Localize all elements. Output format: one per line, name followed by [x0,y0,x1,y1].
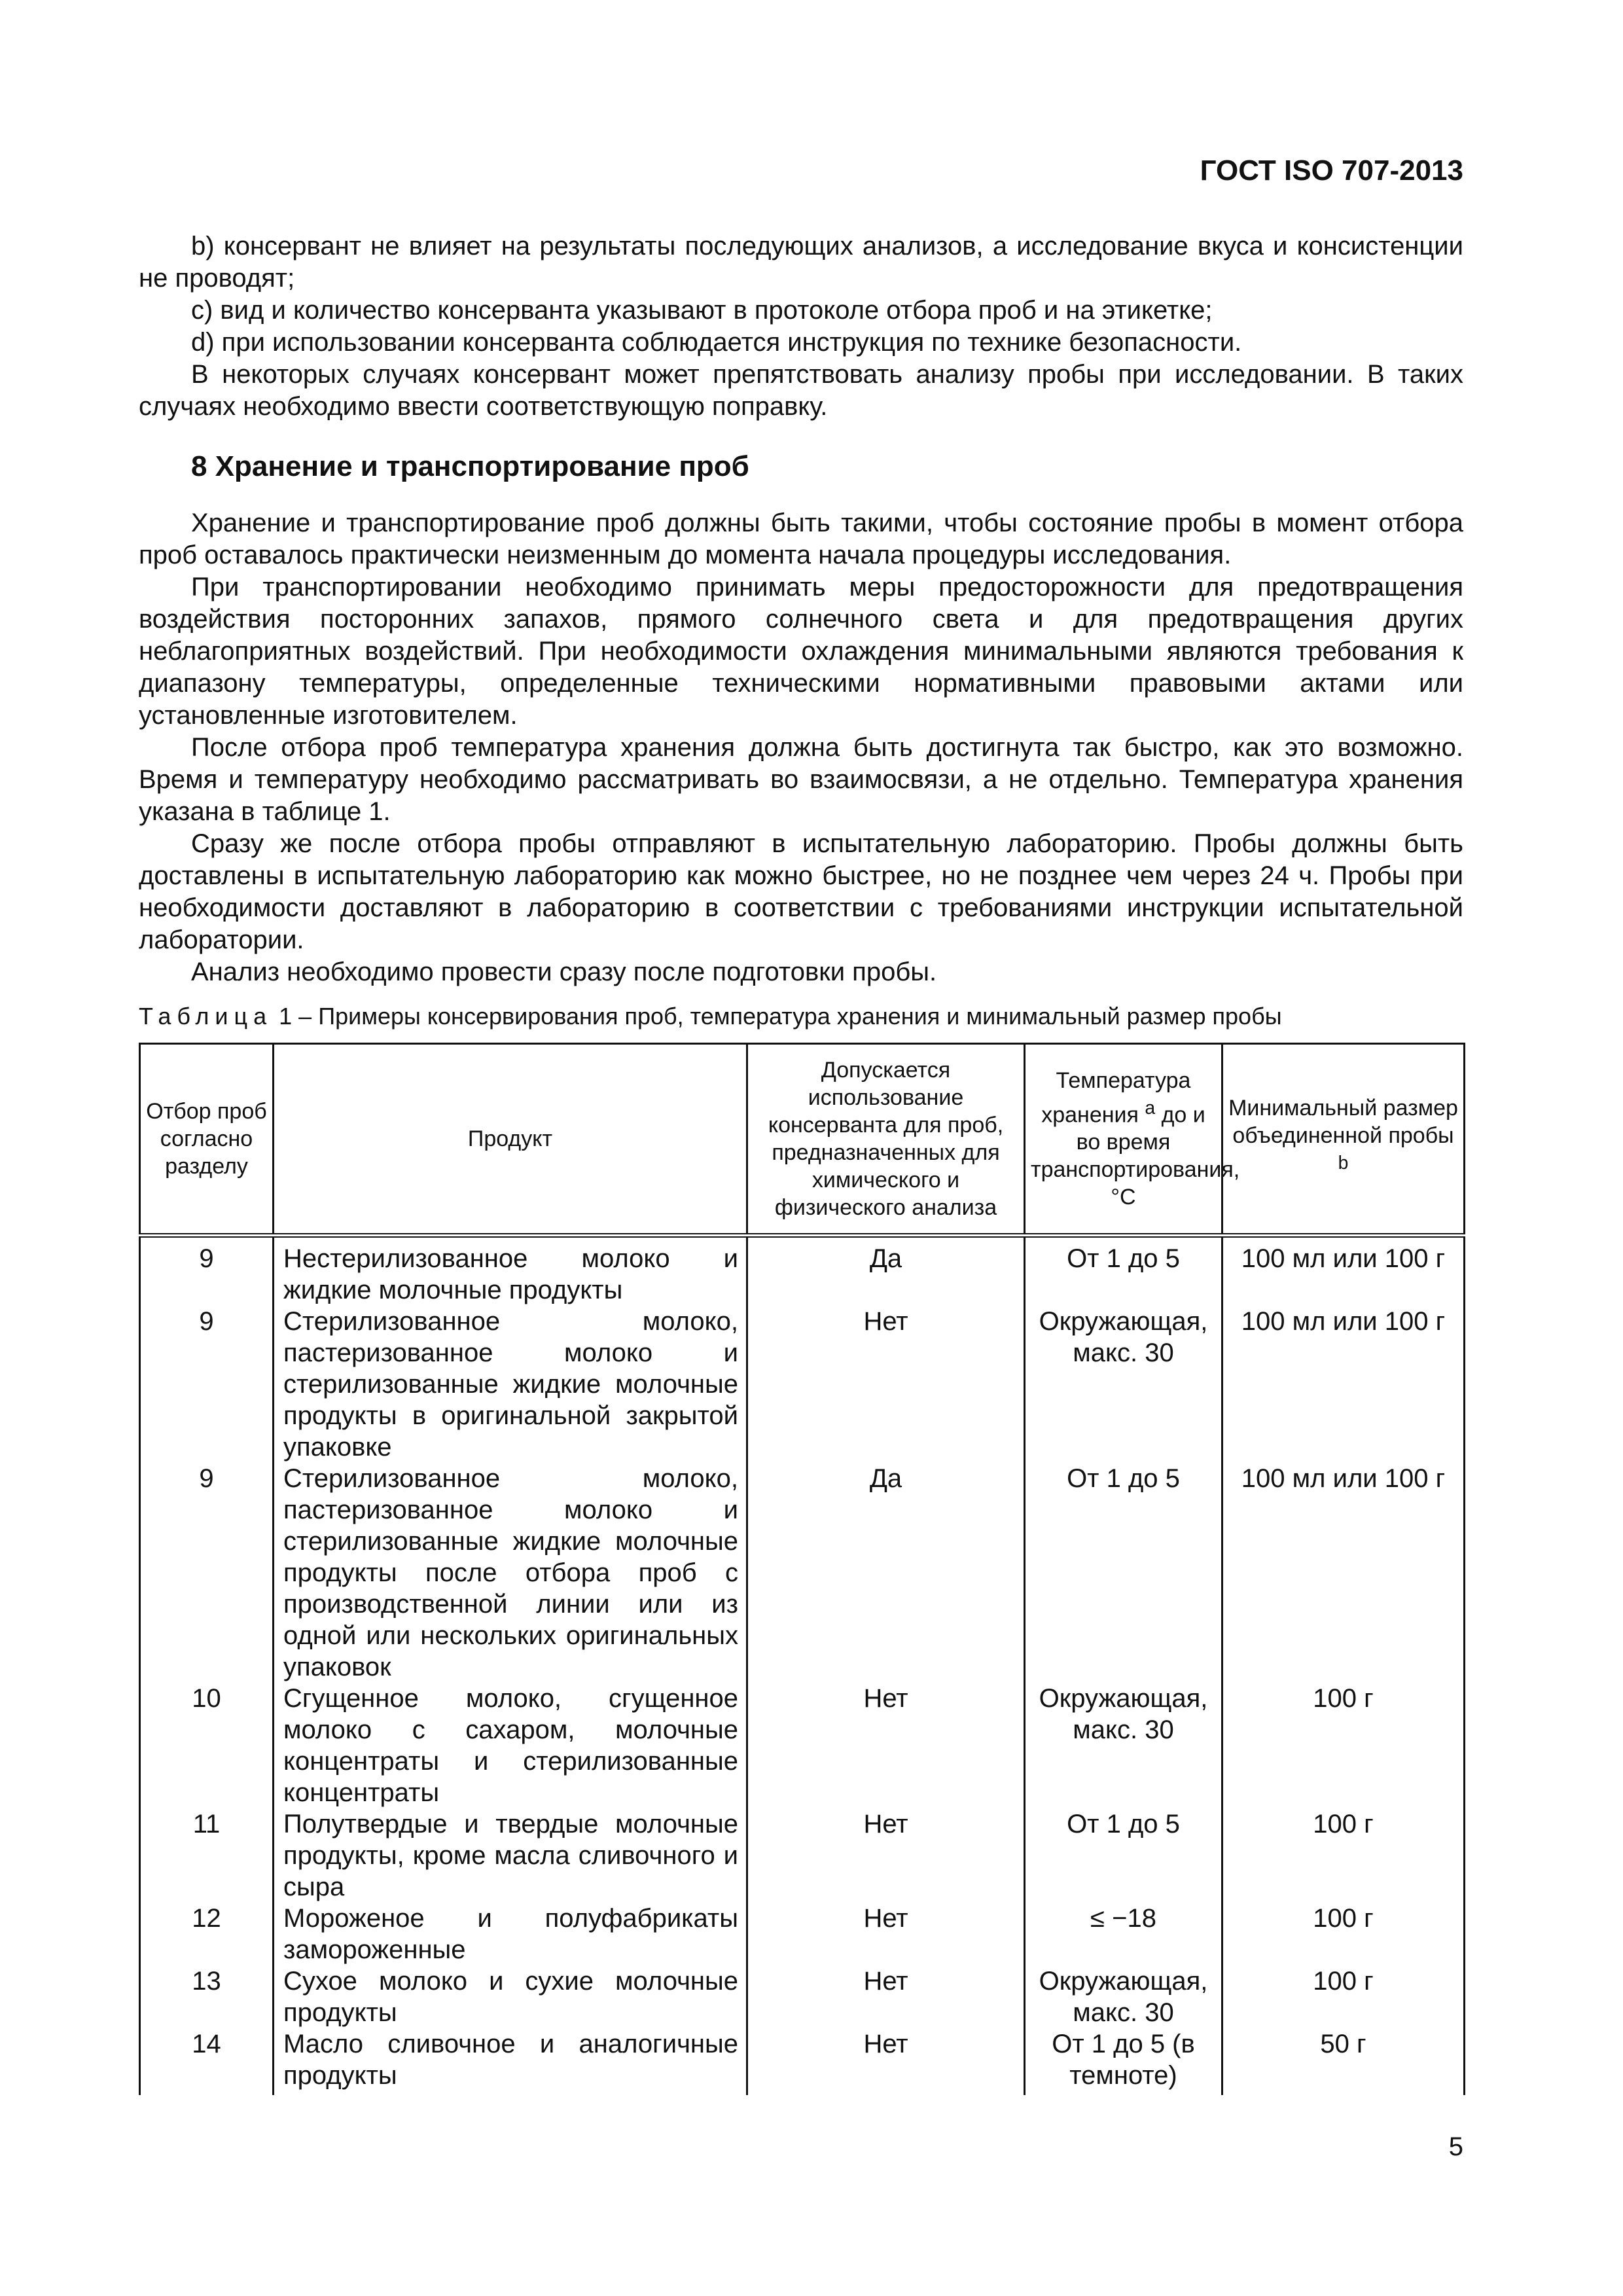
cell-preservative: Да [747,1236,1025,1306]
cell-section: 9 [140,1463,274,1683]
cell-product: Нестерилизованное молоко и жидкие молочные продукты [274,1236,747,1306]
header-temperature-post: до и во время транспортирования, °C [1031,1102,1240,1210]
paragraph: После отбора проб температура хранения должна быть достигнута так быстро, как это возможно. Время и температуру необходимо рассматривать во взаимосвязи, а не отдельно. Температура хранения указана в таблице 1. [139,733,1463,826]
table-row [140,2028,1465,2095]
cell-min-size: 100 мл или 100 г [1222,1463,1465,1683]
footnote-a-marker: a [1145,1097,1156,1119]
cell-preservative: Нет [747,1903,1025,1965]
paragraph: Анализ необходимо провести сразу после подготовки пробы. [191,958,937,986]
cell-min-size: 100 г [1222,1903,1465,1965]
header-preservative: Допускается использование консерванта для проб, предназначенных для химического и физического анализа [747,1044,1025,1236]
cell-temperature: Окружающая, макс. 30 [1025,1965,1222,2028]
table-row [140,1306,1465,1463]
paragraph: c) вид и количество консерванта указывают в протоколе отбора проб и на этикетке; [191,296,1213,325]
cell-temperature: ≤ −18 [1025,1903,1222,1965]
cell-min-size: 100 мл или 100 г [1222,1236,1465,1306]
cell-section: 10 [140,1683,274,1808]
table-caption-text: 1 – Примеры консервирования проб, температура хранения и минимальный размер пробы [272,1003,1282,1030]
cell-preservative: Нет [747,1808,1025,1903]
cell-preservative: Нет [747,2028,1025,2095]
standard-designation: ГОСТ ISO 707-2013 [1200,154,1463,187]
cell-section: 11 [140,1808,274,1903]
paragraph: В некоторых случаях консервант может препятствовать анализу пробы при исследовании. В таких случаях необходимо ввести соответствующую поправку. [139,360,1463,421]
table-header-row [140,1044,1465,1236]
cell-product: Стерилизованное молоко, пастеризованное молоко и стерилизованные жидкие молочные продукты после отбора проб с производственной линии или из одной или нескольких оригинальных упаковок [274,1463,747,1683]
table-row [140,1683,1465,1808]
table-row [140,1965,1465,2028]
cell-preservative: Нет [747,1965,1025,2028]
section-heading: 8 Хранение и транспортирование проб [191,450,749,482]
table-row [140,1463,1465,1683]
cell-product: Сухое молоко и сухие молочные продукты [274,1965,747,2028]
cell-product: Стерилизованное молоко, пастеризованное молоко и стерилизованные жидкие молочные продукты в оригинальной закрытой упаковке [274,1306,747,1463]
header-section: Отбор проб согласно разделу [140,1044,274,1236]
cell-section: 9 [140,1236,274,1306]
cell-preservative: Нет [747,1683,1025,1808]
table-row [140,1903,1465,1965]
page-number: 5 [1448,2132,1463,2161]
cell-preservative: Да [747,1463,1025,1683]
cell-section: 14 [140,2028,274,2095]
cell-min-size: 100 г [1222,1965,1465,2028]
table-caption [139,1003,1282,1030]
cell-temperature: От 1 до 5 [1025,1808,1222,1903]
cell-section: 12 [140,1903,274,1965]
data-table [139,1043,1465,2095]
cell-min-size: 100 г [1222,1683,1465,1808]
paragraph: Хранение и транспортирование проб должны быть такими, чтобы состояние пробы в момент отбора проб оставалось практически неизменным до момента начала процедуры исследования. [139,509,1463,569]
header-temperature-pre: Температура хранения [1041,1067,1191,1128]
cell-product: Масло сливочное и аналогичные продукты [274,2028,747,2095]
cell-section: 9 [140,1306,274,1463]
footnote-b-marker: b [1338,1152,1349,1174]
cell-min-size: 100 г [1222,1808,1465,1903]
cell-preservative: Нет [747,1306,1025,1463]
cell-temperature: От 1 до 5 (в темноте) [1025,2028,1222,2095]
cell-product: Мороженое и полуфабрикаты замороженные [274,1903,747,1965]
table-row [140,1236,1465,1306]
header-min-size-pre: Минимальный размер объединенной пробы [1228,1095,1458,1148]
cell-section: 13 [140,1965,274,2028]
document-body [139,230,1463,988]
table-caption-label: Таблица [139,1003,273,1030]
paragraph: d) при использовании консерванта соблюдается инструкция по технике безопасности. [191,328,1242,357]
cell-product: Полутвердые и твердые молочные продукты, кроме масла сливочного и сыра [274,1808,747,1903]
header-min-size [1222,1044,1465,1236]
paragraph: Сразу же после отбора пробы отправляют в испытательную лабораторию. Пробы должны быть доставлены в испытательную лабораторию как можно быстрее, но не позднее чем через 24 ч. Пробы при необходимости доставляют в лабораторию в соответствии с требованиями инструкции испытательной лаборатории. [139,829,1463,954]
cell-temperature: От 1 до 5 [1025,1463,1222,1683]
cell-min-size: 100 мл или 100 г [1222,1306,1465,1463]
paragraph: b) консервант не влияет на результаты последующих анализов, а исследование вкуса и консистенции не проводят; [139,232,1463,293]
cell-product: Сгущенное молоко, сгущенное молоко с сахаром, молочные концентраты и стерилизованные концентраты [274,1683,747,1808]
header-temperature [1025,1044,1240,1236]
cell-temperature: Окружающая, макс. 30 [1025,1683,1222,1808]
table-row [140,1808,1465,1903]
header-product: Продукт [274,1044,747,1236]
cell-temperature: Окружающая, макс. 30 [1025,1306,1222,1463]
cell-temperature: От 1 до 5 [1025,1236,1222,1306]
cell-min-size: 50 г [1222,2028,1465,2095]
paragraph: При транспортировании необходимо принимать меры предосторожности для предотвращения воздействия посторонних запахов, прямого солнечного света и для предотвращения других неблагоприятных воздействий. При необходимости охлаждения минимальными являются требования к диапазону температуры, определенные техническими нормативными правовыми актами или установленные изготовителем. [139,573,1463,730]
